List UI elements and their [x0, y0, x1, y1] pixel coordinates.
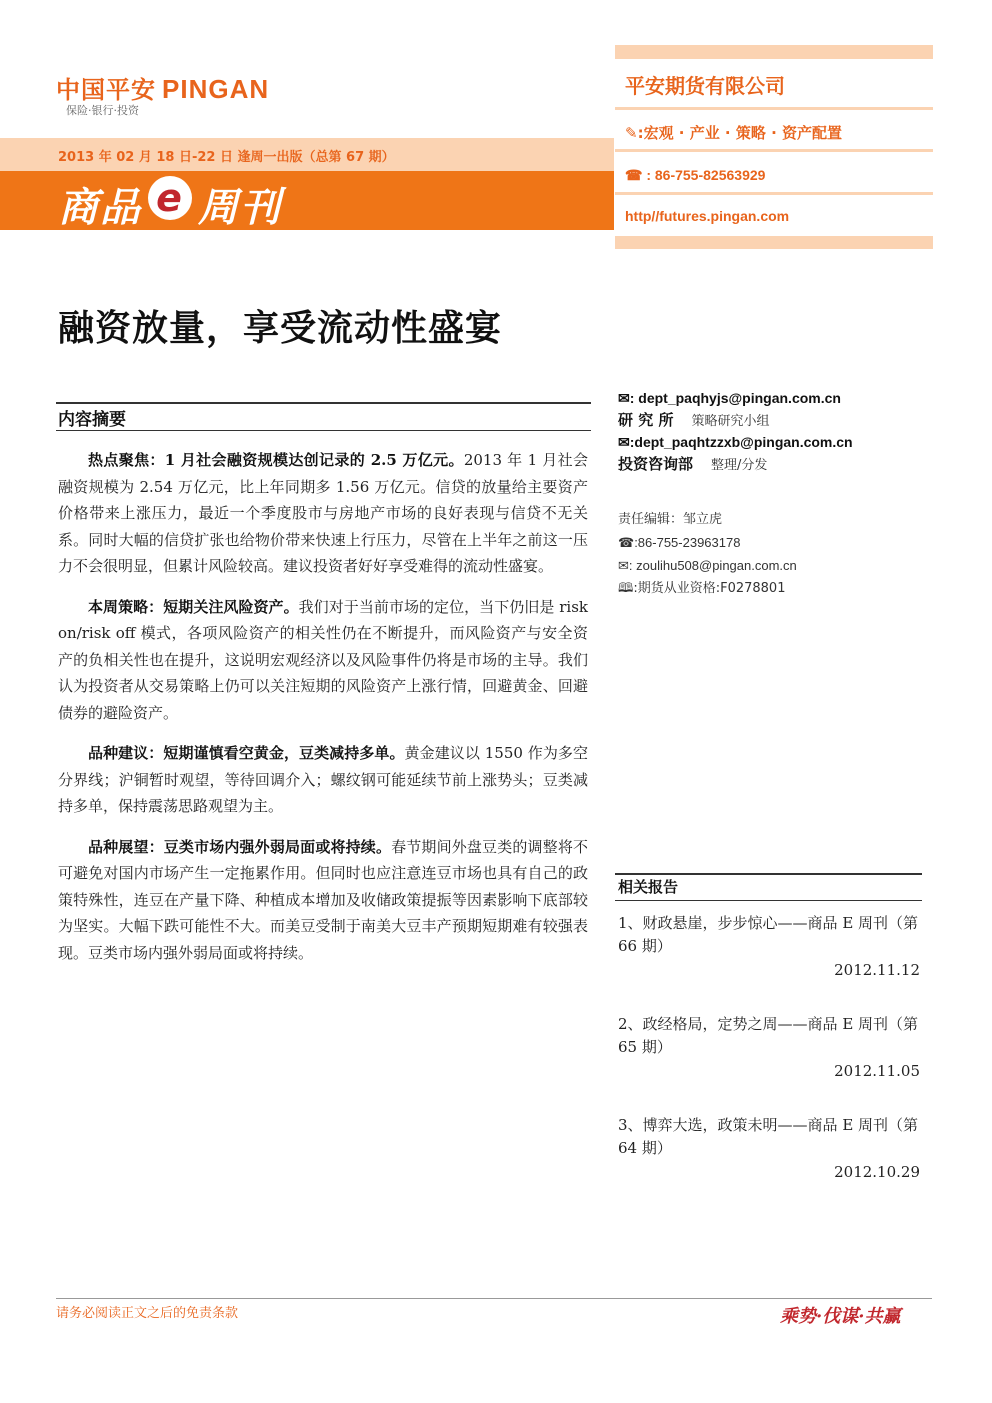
research-dept	[618, 409, 928, 432]
paragraph-lead: 热点聚焦：1 月社会融资规模达创记录的 2.5 万亿元。	[88, 451, 464, 469]
dept-note: 整理/分发	[711, 458, 768, 473]
company-name: 平安期货有限公司	[625, 74, 785, 98]
report-title: 融资放量，享受流动性盛宴	[58, 308, 503, 349]
header-divider	[615, 149, 933, 152]
logo-cn: 中国平安	[56, 76, 156, 104]
summary-heading: 内容摘要	[58, 410, 126, 430]
related-report-date: 2012.11.05	[834, 1062, 920, 1080]
disclaimer-note: 请务必阅读正文之后的免责条款	[56, 1306, 239, 1321]
company-phone: ☎ : 86-755-82563929	[625, 167, 766, 183]
logo-subtitle: 保险·银行·投资	[66, 104, 139, 117]
logo-en: PINGAN	[162, 74, 270, 104]
summary-paragraph	[58, 447, 588, 580]
contacts-block	[618, 388, 928, 476]
editor-phone: ☎:86-755-23963178	[618, 535, 741, 550]
summary-paragraph	[58, 740, 588, 820]
magazine-title-part2: 周刊	[198, 185, 282, 231]
issue-date: 2013 年 02 月 18 日-22 日 逢周一出版（总第 67 期）	[58, 150, 395, 165]
paragraph-text: 黄金建议以 1550 作为多空分界线；沪铜暂时观望，等待回调介入；螺纹钢可能延续节前上涨势头；豆类减持多单，保持震荡思路观望为主。	[58, 744, 588, 815]
dept-name: 投资咨询部	[618, 455, 694, 473]
company-logo	[56, 70, 269, 105]
summary-paragraph	[58, 834, 588, 967]
editor-block	[618, 508, 797, 600]
footer-rule	[56, 1298, 932, 1299]
summary-rule	[56, 402, 591, 404]
editor-license: 🕮:期货从业资格:F0278801	[618, 581, 786, 596]
related-heading: 相关报告	[618, 878, 679, 896]
related-report-date: 2012.10.29	[834, 1163, 920, 1181]
company-slogan: ✎:宏观 · 产业 · 策略 · 资产配置	[625, 124, 842, 142]
e-logo-icon: e	[148, 176, 192, 220]
magazine-title	[58, 176, 282, 233]
dept-name: 研 究 所	[618, 411, 674, 429]
paragraph-text: 2013 年 1 月社会融资规模为 2.54 万亿元，比上年同期多 1.56 万亿元。信贷的放量给主要资产价格带来上涨压力，最近一个季度股市与房地产市场的良好表现与信贷不无关系。同时大幅的信贷扩张也给物价带来快速上行压力，尽管在上半年之前这一压力不会很明显，但累计风险较高。建议投资者好好享受难得的流动性盛宴。	[58, 451, 589, 575]
footer-slogan: 乘势·伐谋·共赢	[780, 1306, 901, 1327]
related-rule	[615, 873, 922, 875]
related-report[interactable]	[618, 1114, 920, 1184]
summary-paragraph	[58, 594, 588, 727]
header-divider	[615, 107, 933, 110]
dept-note: 策略研究小组	[691, 414, 770, 429]
related-report-title: 2、政经格局，定势之周——商品 E 周刊（第 65 期）	[618, 1015, 919, 1056]
paragraph-lead: 品种建议：短期谨慎看空黄金，豆类减持多单。	[88, 744, 405, 762]
consulting-email[interactable]: ✉:dept_paqhtzzxb@pingan.com.cn	[618, 434, 853, 450]
research-email[interactable]: ✉: dept_paqhyjs@pingan.com.cn	[618, 390, 841, 406]
company-url[interactable]: http//futures.pingan.com	[625, 208, 790, 224]
consulting-dept	[618, 453, 928, 476]
paragraph-text: 我们对于当前市场的定位，当下仍旧是 risk on/risk off 模式，各项风险资产的相关性仍在不断提升，而风险资产与安全资产的负相关性也在提升，这说明宏观经济以及风险事件仍将是市场的主导。我们认为投资者从交易策略上仍可以关注短期的风险资产上涨行情，回避黄金、回避债券的避险资产。	[58, 597, 588, 722]
related-report-date: 2012.11.12	[834, 961, 920, 979]
magazine-title-part1: 商品	[58, 185, 142, 231]
related-report-title: 3、博弈大选，政策未明——商品 E 周刊（第 64 期）	[618, 1116, 919, 1157]
related-report-title: 1、财政悬崖，步步惊心——商品 E 周刊（第 66 期）	[618, 914, 919, 955]
paragraph-text: 春节期间外盘豆类的调整将不可避免对国内市场产生一定拖累作用。但同时也应注意连豆市场也具有自己的政策特殊性，连豆在产量下降、种植成本增加及收储政策提振等因素影响下底部较为坚实。大幅下跌可能性不大。而美豆受制于南美大豆丰产预期短期难有较强表现。豆类市场内强外弱局面或将持续。	[58, 837, 588, 962]
related-report[interactable]	[618, 1013, 920, 1083]
editor-email[interactable]: ✉: zoulihu508@pingan.com.cn	[618, 558, 797, 573]
summary-body	[58, 447, 588, 980]
header-stripe	[615, 236, 933, 249]
summary-rule	[56, 430, 591, 431]
paragraph-lead: 本周策略：短期关注风险资产。	[88, 597, 299, 616]
header-stripe	[615, 45, 933, 59]
paragraph-lead: 品种展望：豆类市场内强外弱局面或将持续。	[88, 837, 392, 856]
header-divider	[615, 192, 933, 195]
editor-name: 责任编辑：邹立虎	[618, 512, 723, 527]
related-report[interactable]	[618, 912, 920, 982]
related-rule	[615, 900, 922, 901]
